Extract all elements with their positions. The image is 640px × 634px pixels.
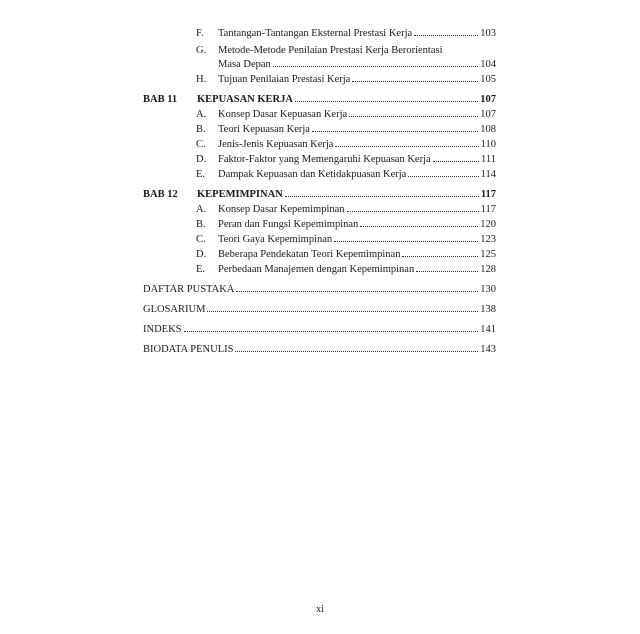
toc-entry-bab10-h <box>196 73 496 86</box>
dot-leader <box>334 240 478 242</box>
toc-entry-bab11-d <box>196 153 496 166</box>
item-title: Tujuan Penilaian Prestasi Kerja <box>218 74 351 85</box>
section-page-number: 130 <box>480 284 496 295</box>
toc-entry-bab11-a <box>196 108 496 121</box>
item-letter: H. <box>196 74 207 85</box>
item-page-number: 123 <box>480 234 496 245</box>
item-page-number: 103 <box>480 28 496 39</box>
item-letter: B. <box>196 219 206 230</box>
item-title: Konsep Dasar Kepuasan Kerja <box>218 109 348 120</box>
dot-leader <box>402 255 478 257</box>
chapter-label: BAB 11 <box>143 94 178 105</box>
item-letter: B. <box>196 124 206 135</box>
toc-section-indeks <box>143 323 496 336</box>
dot-leader <box>360 225 478 227</box>
item-page-number: 114 <box>480 169 496 180</box>
item-title: Teori Gaya Kepemimpinan <box>218 234 333 245</box>
item-page-number: 128 <box>480 264 496 275</box>
page-number-footer: xi <box>316 604 324 615</box>
item-letter: C. <box>196 234 206 245</box>
dot-leader <box>433 160 479 162</box>
toc-entry-bab10-g-line2 <box>218 58 496 71</box>
dot-leader <box>184 330 479 332</box>
item-page-number: 105 <box>480 74 496 85</box>
item-title: Beberapa Pendekatan Teori Kepemimpinan <box>218 249 401 260</box>
item-page-number: 120 <box>480 219 496 230</box>
section-title: GLOSARIUM <box>143 304 206 315</box>
item-title-cont: Masa Depan <box>218 59 271 70</box>
item-letter: E. <box>196 169 206 180</box>
item-title: Tantangan-Tantangan Eksternal Prestasi Kerja <box>218 28 413 39</box>
toc-section-glosarium <box>143 303 496 316</box>
dot-leader <box>285 195 479 197</box>
item-page-number: 108 <box>480 124 496 135</box>
toc-entry-bab11-c <box>196 138 496 151</box>
dot-leader <box>273 65 478 67</box>
dot-leader <box>312 130 478 132</box>
dot-leader <box>207 310 478 312</box>
chapter-page-number: 107 <box>480 94 496 105</box>
toc-section-biodata-penulis <box>143 343 496 356</box>
section-page-number: 141 <box>480 324 496 335</box>
dot-leader <box>295 100 478 102</box>
dot-leader <box>408 175 478 177</box>
dot-leader <box>235 350 478 352</box>
toc-entry-bab11-b <box>196 123 496 136</box>
item-title: Jenis-Jenis Kepuasan Kerja <box>218 139 334 150</box>
dot-leader <box>236 290 478 292</box>
toc-entry-bab12-d <box>196 248 496 261</box>
toc-chapter-bab11 <box>143 93 496 106</box>
toc-chapter-bab12 <box>143 188 496 201</box>
dot-leader <box>349 115 478 117</box>
item-page-number: 117 <box>480 204 496 215</box>
toc-entry-bab12-e <box>196 263 496 276</box>
section-page-number: 143 <box>480 344 496 355</box>
item-letter: C. <box>196 139 206 150</box>
toc-entry-bab12-c <box>196 233 496 246</box>
item-letter: A. <box>196 109 207 120</box>
dot-leader <box>416 270 478 272</box>
item-title: Peran dan Fungsi Kepemimpinan <box>218 219 359 230</box>
item-title: Teori Kepuasan Kerja <box>218 124 310 135</box>
toc-entry-bab12-a <box>196 203 496 216</box>
item-title: Metode-Metode Penilaian Prestasi Kerja Berorientasi <box>218 45 443 56</box>
chapter-page-number: 117 <box>480 189 496 200</box>
item-title: Dampak Kepuasan dan Ketidakpuasan Kerja <box>218 169 407 180</box>
item-letter: A. <box>196 204 207 215</box>
section-title: DAFTAR PUSTAKA <box>143 284 235 295</box>
item-letter: F. <box>196 28 204 39</box>
item-page-number: 125 <box>480 249 496 260</box>
dot-leader <box>335 145 478 147</box>
item-page-number: 107 <box>480 109 496 120</box>
section-page-number: 138 <box>480 304 496 315</box>
dot-leader <box>347 210 479 212</box>
toc-entry-bab11-e <box>196 168 496 181</box>
chapter-title: KEPUASAN KERJA <box>197 94 293 105</box>
item-title: Perbedaan Manajemen dengan Kepemimpinan <box>218 264 415 275</box>
item-page-number: 110 <box>480 139 496 150</box>
item-letter: D. <box>196 154 207 165</box>
item-letter: G. <box>196 45 207 56</box>
toc-entry-bab12-b <box>196 218 496 231</box>
item-title: Faktor-Faktor yang Memengaruhi Kepuasan Kerja <box>218 154 431 165</box>
item-letter: D. <box>196 249 207 260</box>
section-title: BIODATA PENULIS <box>143 344 234 355</box>
toc-section-daftar-pustaka <box>143 283 496 296</box>
section-title: INDEKS <box>143 324 182 335</box>
dot-leader <box>352 80 478 82</box>
item-page-number: 111 <box>481 154 496 165</box>
chapter-label: BAB 12 <box>143 189 178 200</box>
dot-leader <box>414 34 478 36</box>
item-page-number: 104 <box>480 59 496 70</box>
item-title: Konsep Dasar Kepemimpinan <box>218 204 345 215</box>
toc-entry-bab10-g-line1 <box>196 44 443 57</box>
item-letter: E. <box>196 264 206 275</box>
chapter-title: KEPEMIMPINAN <box>197 189 283 200</box>
toc-entry-bab10-f <box>196 27 496 40</box>
